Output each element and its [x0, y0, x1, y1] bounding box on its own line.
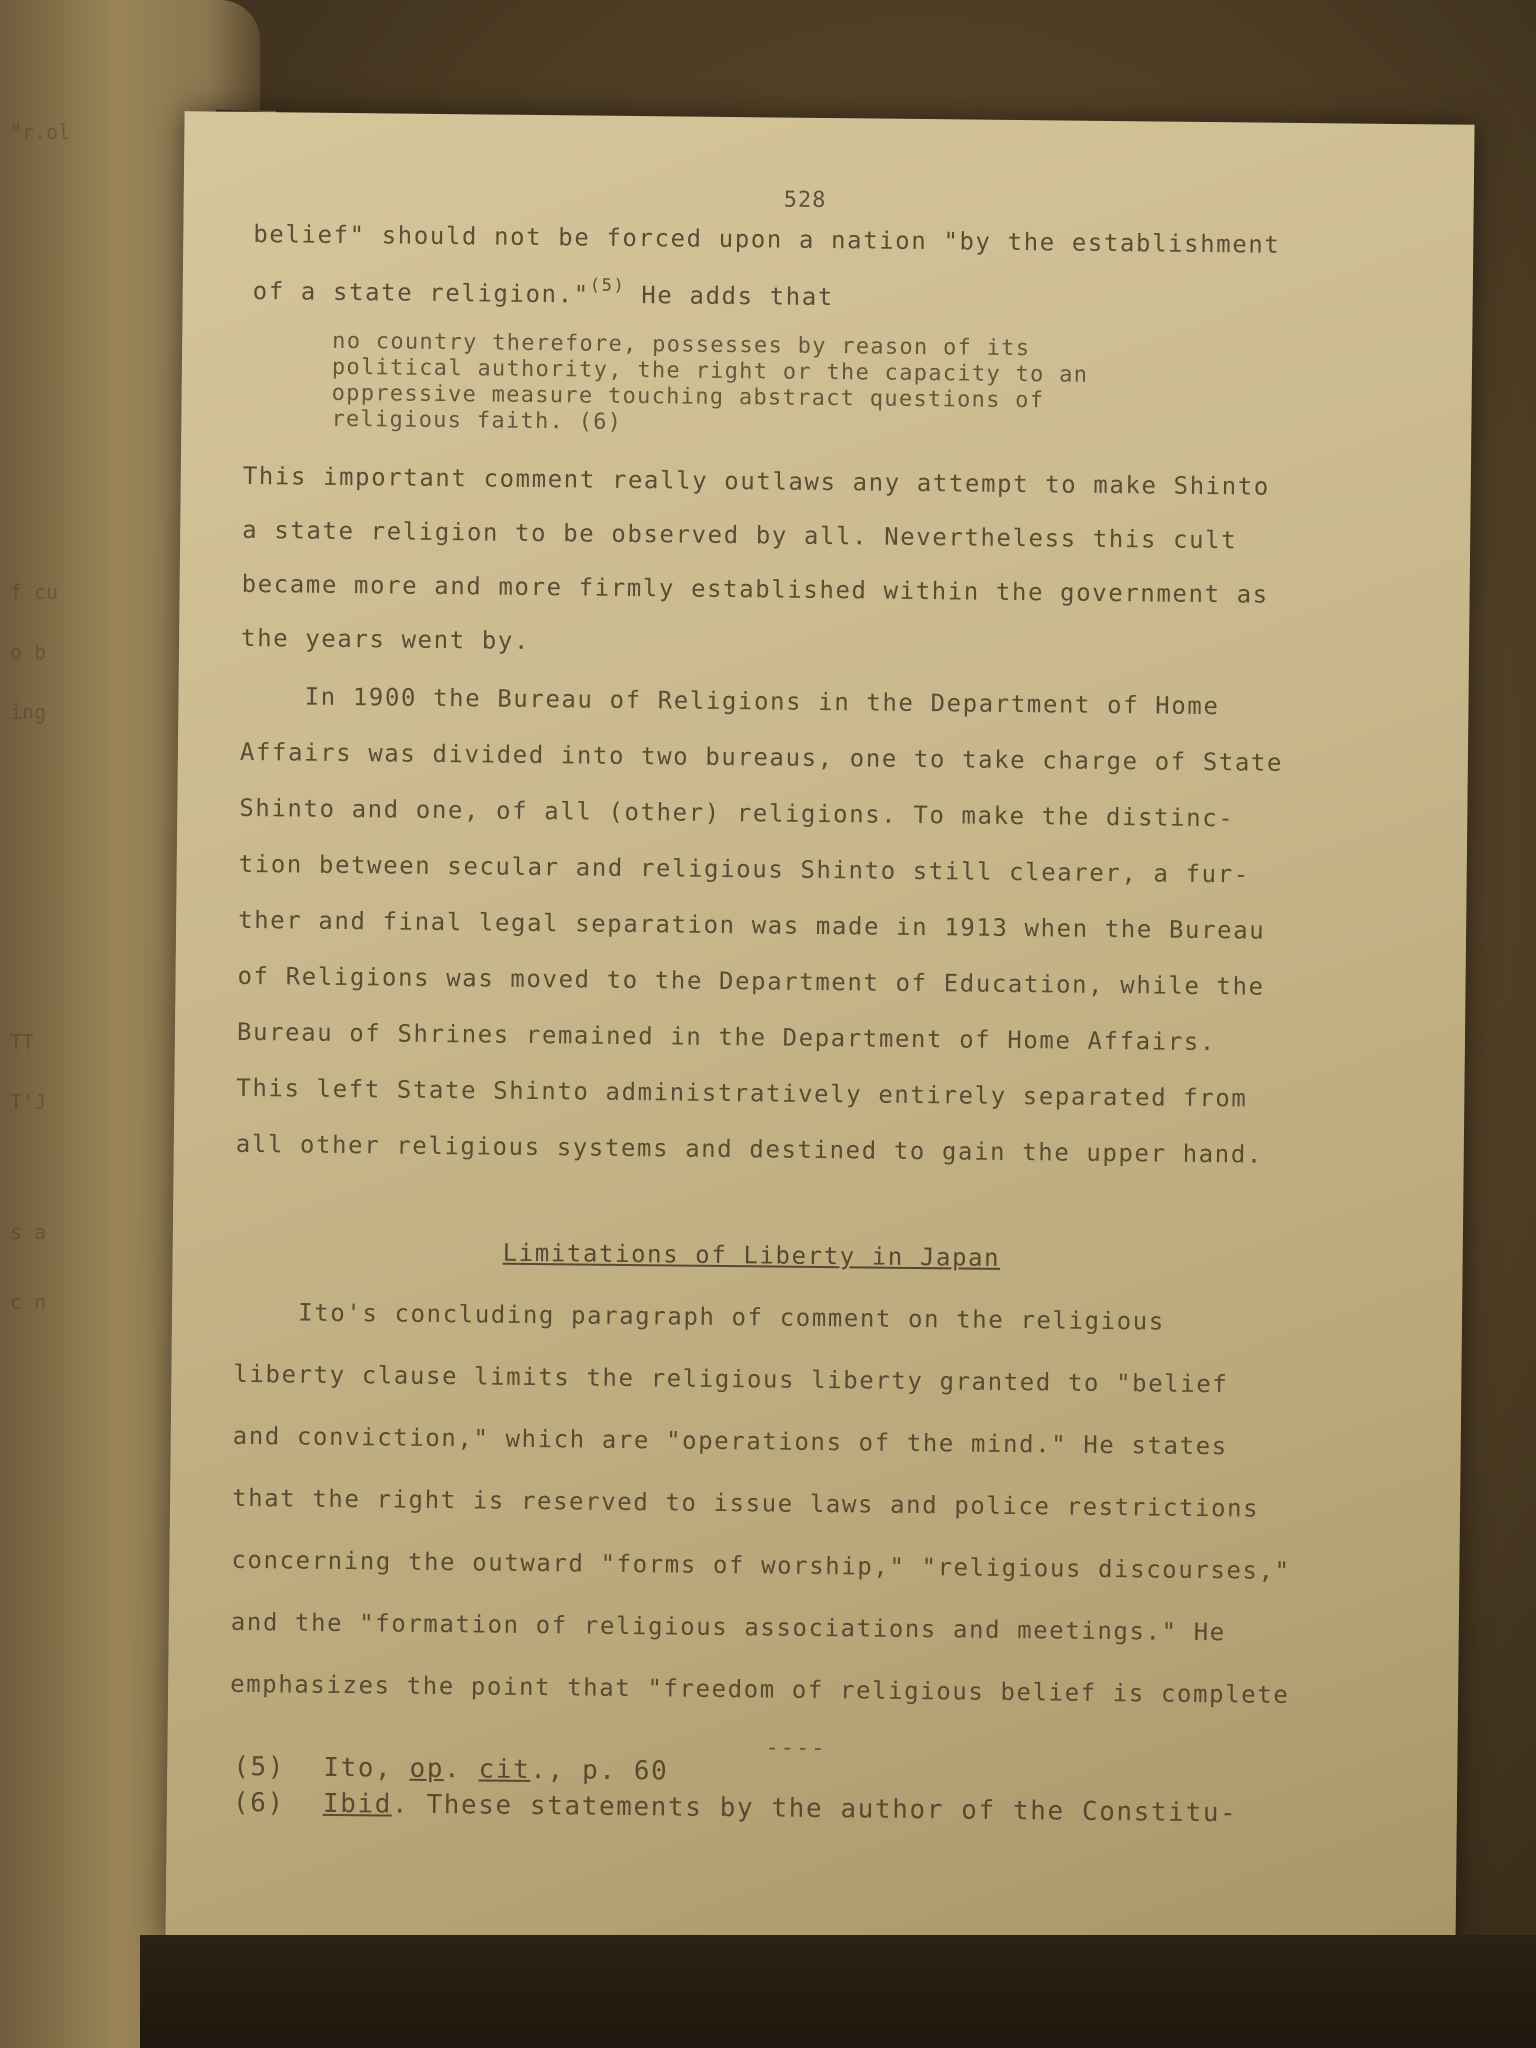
- text-line: [253, 272, 835, 311]
- facing-page-fragment: ing: [10, 700, 47, 724]
- text-line: Affairs was divided into two bureaus, one to take charge of State: [239, 737, 1284, 777]
- footnote-text: ., p. 60: [530, 1755, 669, 1787]
- footnote-text: . These statements by the author of the Constitu-: [391, 1789, 1238, 1829]
- facing-page-fragment: "r.ol: [10, 120, 71, 144]
- footnote-text: op: [409, 1753, 445, 1785]
- footnote-text: cit: [478, 1754, 531, 1786]
- text-line: of Religions was moved to the Department of Education, while the: [237, 961, 1265, 1001]
- text-line: Bureau of Shrines remained in the Department of Home Affairs.: [236, 1017, 1217, 1057]
- block-quote-line: religious faith. (6): [331, 406, 623, 435]
- footnote-ref: (5): [589, 275, 626, 296]
- text-line: This left State Shinto administratively entirely separated from: [236, 1073, 1248, 1113]
- text-line: tion between secular and religious Shinto still clearer, a fur-: [238, 849, 1250, 889]
- text-line: became more and more firmly established within the government as: [241, 569, 1269, 609]
- facing-page-fragment: TT: [10, 1030, 35, 1054]
- facing-page-fragment: T'J: [10, 1090, 47, 1114]
- footnote-number: (6): [232, 1787, 285, 1819]
- typed-page: [165, 111, 1474, 1954]
- text-line: the years went by.: [240, 623, 531, 655]
- text-line: and conviction," which are "operations of the mind." He states: [232, 1421, 1228, 1461]
- facing-page-fragment: f cu: [10, 580, 59, 604]
- facing-page-fragment: c n: [10, 1290, 47, 1314]
- text-line: liberty clause limits the religious liberty granted to "belief: [233, 1359, 1229, 1399]
- footnote-separator: ----: [765, 1735, 827, 1762]
- text-line: ther and final legal separation was made in 1913 when the Bureau: [238, 905, 1266, 945]
- text-line: belief" should not be forced upon a nation "by the establishment: [253, 220, 1281, 259]
- text-line: In 1900 the Bureau of Religions in the Department of Home: [240, 681, 1220, 721]
- text-line: concerning the outward "forms of worship," "religious discourses,": [231, 1545, 1291, 1585]
- block-quote-line: political authority, the right or the capacity to an: [331, 354, 1089, 388]
- footnote: [233, 1788, 1238, 1829]
- footnote-text: .: [443, 1754, 479, 1785]
- page-number: 528: [783, 187, 827, 214]
- text-line: all other religious systems and destined to gain the upper hand.: [235, 1129, 1264, 1169]
- text-fragment: He adds that: [625, 280, 835, 312]
- page-text-area: [165, 111, 1474, 1954]
- footnote-number: (5): [233, 1751, 286, 1783]
- block-quote-line: oppressive measure touching abstract questions of: [331, 380, 1045, 414]
- facing-page-fragment: o b: [10, 640, 47, 664]
- text-line: emphasizes the point that "freedom of religious belief is complete: [230, 1669, 1290, 1709]
- block-quote-line: no country therefore, possesses by reason of its: [332, 328, 1031, 362]
- text-line: and the "formation of religious associations and meetings." He: [230, 1607, 1226, 1647]
- footnote-text: Ibid: [322, 1788, 393, 1820]
- text-line: Ito's concluding paragraph of comment on the religious: [233, 1297, 1166, 1336]
- text-line: Shinto and one, of all (other) religions. To make the distinc-: [239, 793, 1235, 833]
- footnote-text: Ito,: [323, 1752, 410, 1784]
- section-heading: Limitations of Liberty in Japan: [502, 1238, 1001, 1272]
- text-line: a state religion to be observed by all. Nevertheless this cult: [242, 515, 1238, 555]
- table-surface: [140, 1935, 1536, 2048]
- text-line: that the right is reserved to issue laws and police restrictions: [231, 1483, 1260, 1523]
- text-fragment: of a state religion.": [252, 277, 590, 309]
- footnote: [233, 1752, 668, 1787]
- text-line: This important comment really outlaws any attempt to make Shinto: [242, 461, 1271, 501]
- facing-page-fragment: s a: [10, 1220, 47, 1244]
